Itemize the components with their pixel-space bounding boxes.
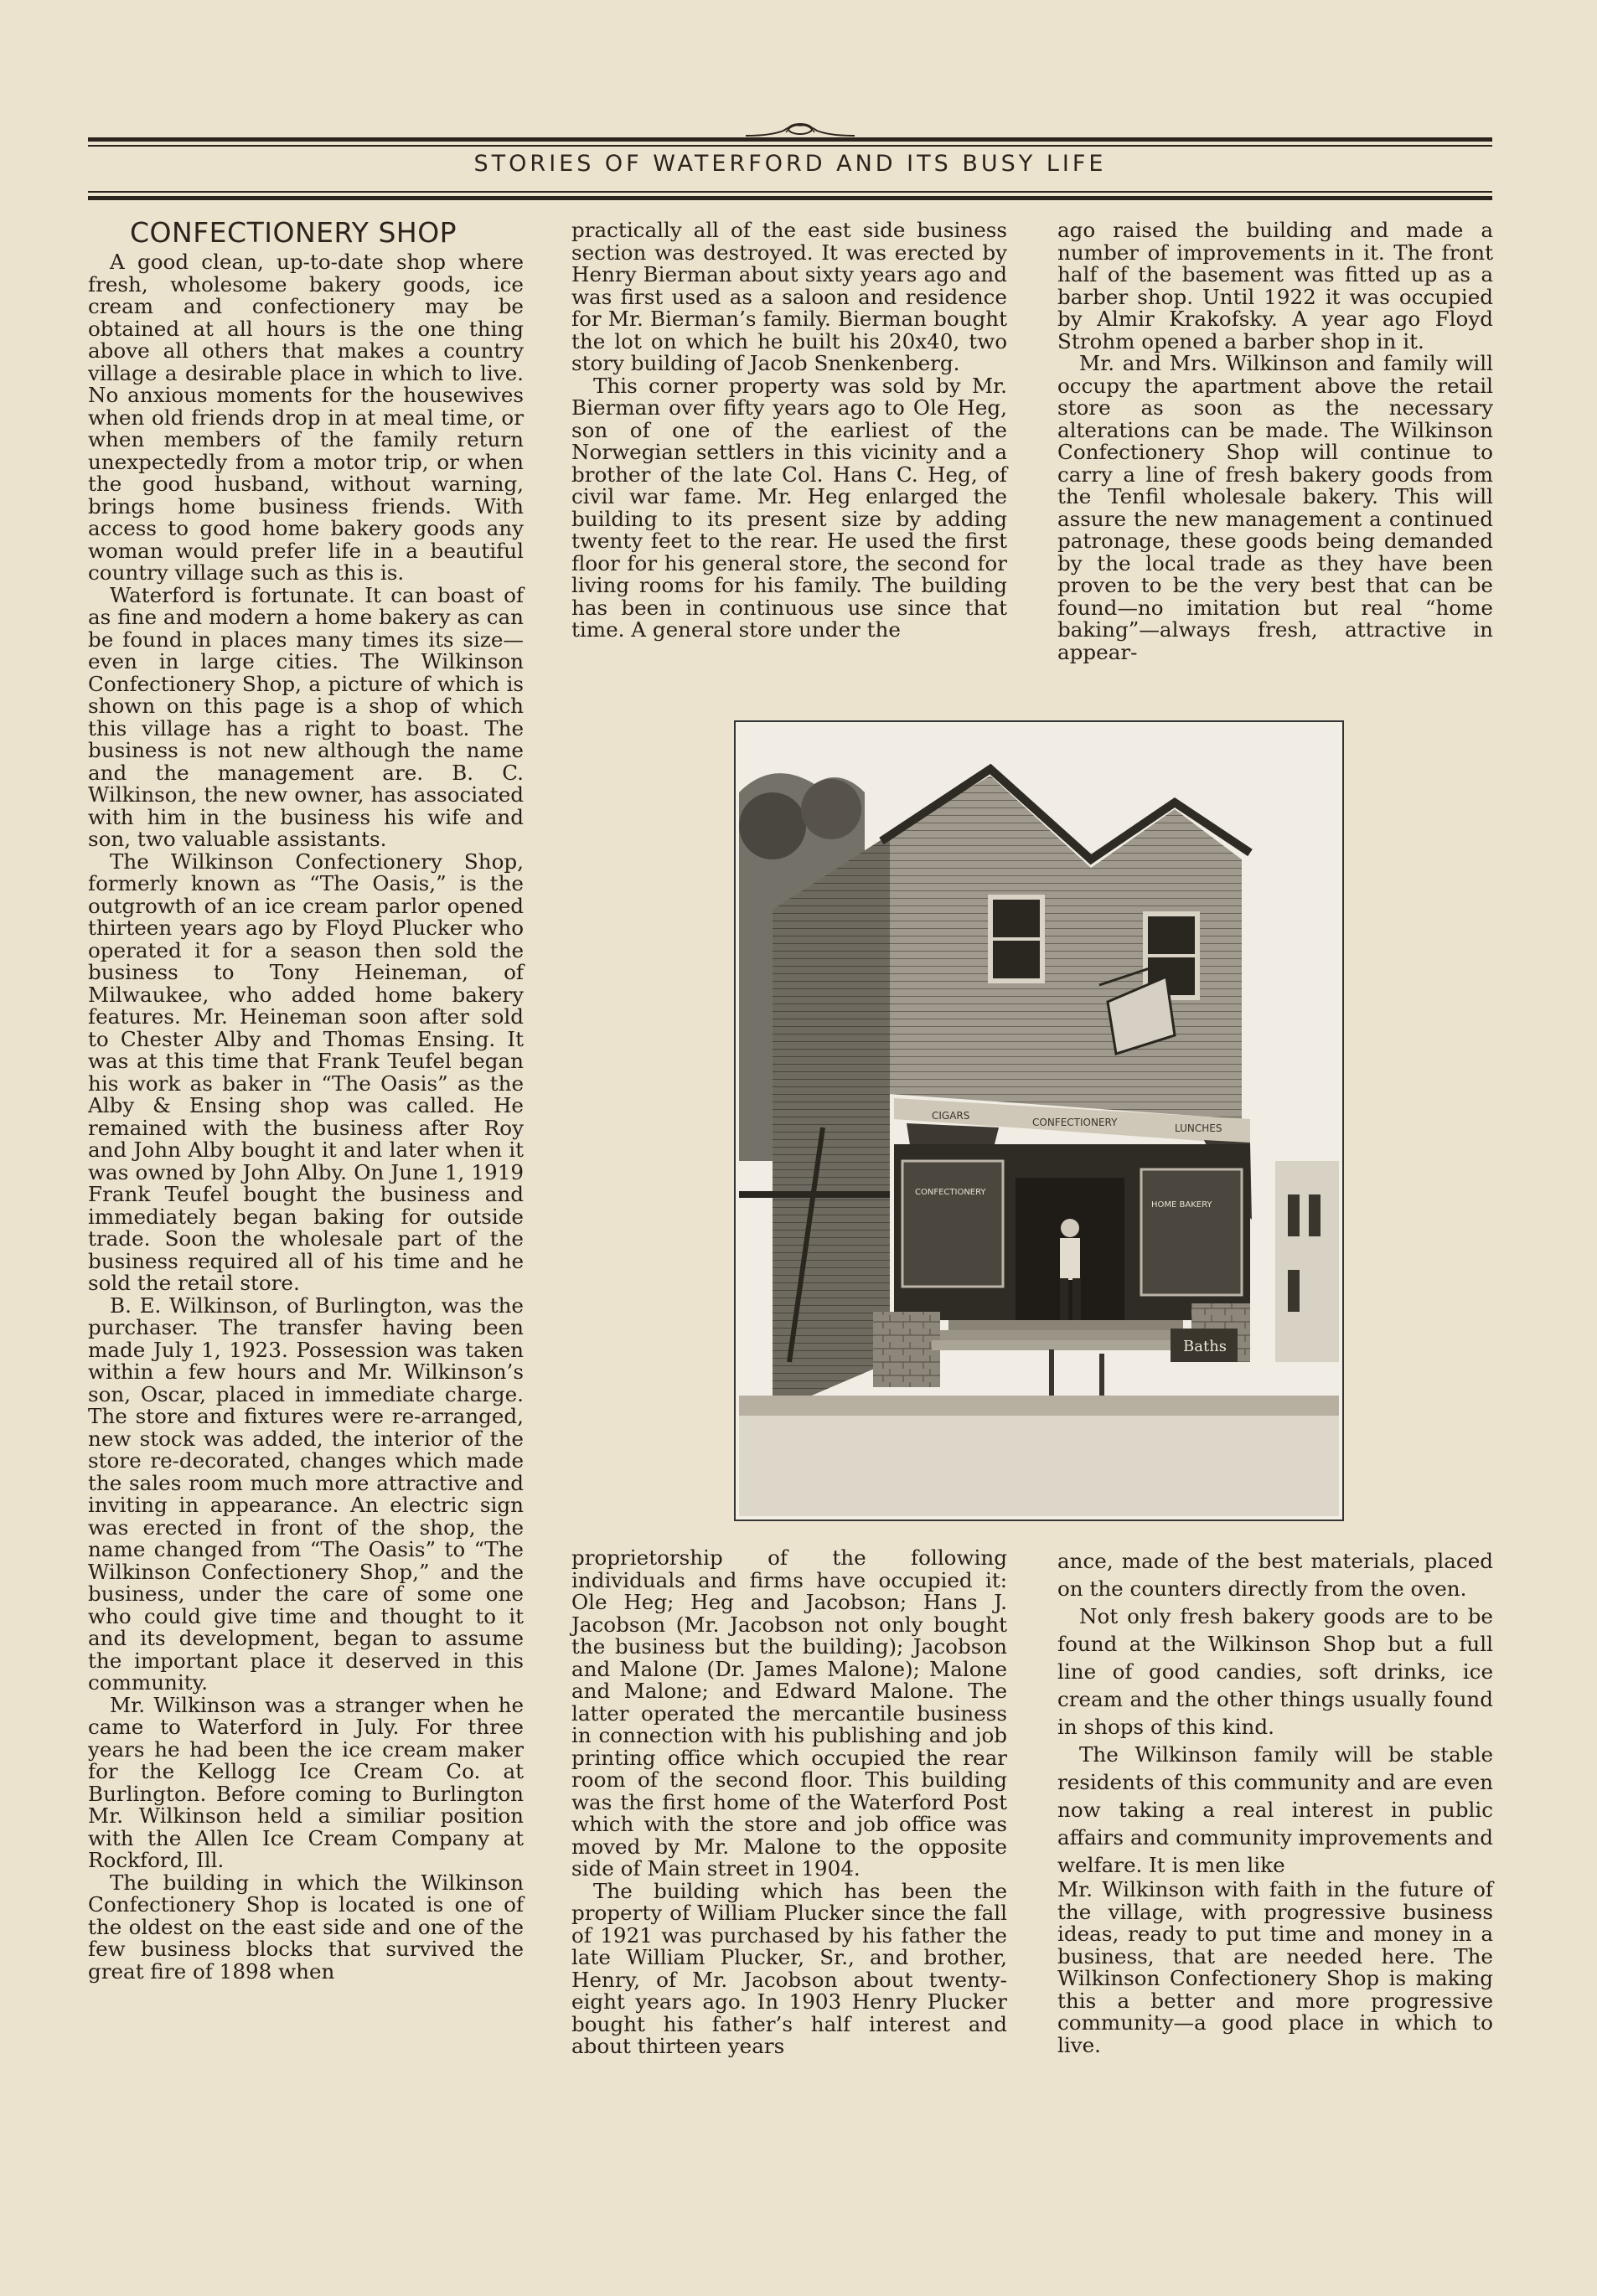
window-text-right: HOME BAKERY — [1151, 1200, 1212, 1210]
paragraph: A good clean, up-to-date shop where fresh, wholesome bakery goods, ice cream and confectionery may be obtained at all hours is the one thing above all others that makes a country village a desirable place in which to live. No anxious moments for the housewives when old friends drop in at meal time, or when members of the family return unexpectedly from a motor trip, or when the good husband, without warning, brings home business friends. With access to good home bakery goods any woman would prefer life in a beautiful country village such as this is. — [88, 250, 524, 585]
column-3-top — [1057, 219, 1493, 663]
running-head: STORIES OF WATERFORD AND ITS BUSY LIFE — [473, 151, 1107, 177]
column-3-bottom — [1057, 1547, 1493, 2056]
paragraph: The Wilkinson Confectionery Shop, formerly known as “The Oasis,” is the outgrowth of an ice cream parlor opened thirteen years ago by Floyd Plucker who operated it for a season then sold the business to Tony Heineman, of Milwaukee, who added home bakery features. Mr. Heineman soon after sold to Chester Alby and Thomas Ensing. It was at this time that Frank Teufel began his work as baker in “The Oasis” as the Alby & Ensing shop was called. He remained with the business after Roy and John Alby bought it and later when it was owned by John Alby. On June 1, 1919 Frank Teufel bought the business and immediately began baking for outside trade. Soon the wholesale part of the business required all of his time and he sold the retail store. — [88, 849, 524, 1295]
paragraph: ago raised the building and made a number of improvements in it. The front half of the basement was fitted up as a barber shop. Until 1922 it was occupied by Almir Krakofsky. A year ago Floyd Strohm opened a barber shop in it. — [1057, 218, 1493, 353]
column-2-top — [571, 219, 1007, 642]
paragraph: Mr. Wilkinson with faith in the future of the village, with progressive business ideas, ready to put time and money in a business, that are needed here. The Wilkinson Confectionery Shop is making this a better and more progressive community—a good place in which to live. — [1057, 1877, 1493, 2057]
column-2-bottom — [571, 1547, 1007, 2058]
paragraph: This corner property was sold by Mr. Bierman over fifty years ago to Ole Heg, son of one of the earliest of the Norwegian settlers in this vicinity and a brother of the late Col. Hans C. Heg, of civil war fame. Mr. Heg enlarged the building to its present size by adding twenty feet to the rear. He used the first floor for his general store, the second for living rooms for his family. The building has been in continuous use since that time. A general store under the — [571, 373, 1007, 642]
subheader-rule-thin — [88, 191, 1492, 193]
paragraph: Mr. and Mrs. Wilkinson and family will occupy the apartment above the retail store as soon as the necessary alterations can be made. The Wilkinson Confectionery Shop will continue to carry a line of fresh bakery goods from the Tenfil wholesale bakery. This will assure the new management a continued patronage, these goods being demanded by the local trade as they have been proven to be the very best that can be found—no imitation but real “home baking”—always fresh, attractive in appear- — [1057, 351, 1493, 664]
loose-set-block — [1057, 1547, 1493, 1879]
header-ornament — [737, 111, 863, 141]
shop-photograph — [734, 720, 1344, 1521]
paragraph: practically all of the east side business section was destroyed. It was erected by Henry Bierman about sixty years ago and was first used as a saloon and residence for Mr. Bierman’s family. Bierman bought the lot on which he built his 20x40, two story building of Jacob Snenkenberg. — [571, 218, 1007, 375]
subheader-rule-thick — [88, 196, 1492, 200]
awning-text-cigars: CIGARS — [932, 1110, 970, 1122]
shop-building-image — [739, 725, 1339, 1516]
paragraph: ance, made of the best materials, placed on the counters directly from the oven. — [1057, 1549, 1493, 1601]
article-heading: CONFECTIONERY SHOP — [130, 216, 457, 249]
header-rule-thick — [88, 137, 1492, 142]
paragraph: The building which has been the property of William Plucker since the fall of 1921 was purchased by his father the late William Plucker, Sr., and brother, Henry, of Mr. Jacobson about twenty-eight years ago. In 1903 Henry Plucker bought his father’s half interest and about thirteen years — [571, 1878, 1007, 2058]
paragraph: The building in which the Wilkinson Confectionery Shop is located is one of the oldest on the east side and one of the few business blocks that survived the great fire of 1898 when — [88, 1870, 524, 1984]
awning-text-confectionery: CONFECTIONERY — [1032, 1117, 1118, 1128]
paragraph: Mr. Wilkinson was a stranger when he came to Waterford in July. For three years he had been the ice cream maker for the Kellogg Ice Cream Co. at Burlington. Before coming to Burlington Mr. Wilkinson held a similiar position with the Allen Ice Cream Company at Rockford, Ill. — [88, 1692, 524, 1872]
paragraph: proprietorship of the following individuals and firms have occupied it: Ole Heg; Heg and Jacobson; Hans J. Jacobson (Mr. Jacobson not only bought the business but the building); Jacobson and Malone (Dr. James Malone); Malone and Malone; and Edward Malone. The latter operated the mercantile business in connection with his publishing and job printing office which occupied the rear room of the second floor. This building was the first home of the Waterford Post which with the store and job office was moved by Mr. Malone to the opposite side of Main street in 1904. — [571, 1545, 1007, 1881]
paragraph: The Wilkinson family will be stable residents of this community and are even now taking a real interest in public affairs and community improvements and welfare. It is men like — [1057, 1742, 1493, 1877]
awning-text-lunches: LUNCHES — [1175, 1122, 1222, 1134]
header-rule-thin — [88, 145, 1492, 147]
window-text-left: CONFECTIONERY — [915, 1188, 986, 1197]
baths-sign-text: Baths — [1183, 1338, 1227, 1355]
column-1 — [88, 251, 524, 1983]
paragraph: Waterford is fortunate. It can boast of as fine and modern a home bakery as can be found in places many times its size—even in large cities. The Wilkinson Confectionery Shop, a picture of which is shown on this page is a shop of which this village has a right to boast. The business is not new although the name and the management are. B. C. Wilkinson, the new owner, has associated with him in the business his wife and son, two valuable assistants. — [88, 582, 524, 851]
paragraph: Not only fresh bakery goods are to be found at the Wilkinson Shop but a full line of good candies, soft drinks, ice cream and the other things usually found in shops of this kind. — [1057, 1604, 1493, 1739]
paragraph: B. E. Wilkinson, of Burlington, was the purchaser. The transfer having been made July 1, 1923. Possession was taken within a few hours and Mr. Wilkinson’s son, Oscar, placed in immediate charge. The store and fixtures were re-arranged, new stock was added, the interior of the store re-decorated, changes which made the sales room much more attractive and inviting in appearance. An electric sign was erected in front of the shop, the name changed from “The Oasis” to “The Wilkinson Confectionery Shop,” and the business, under the care of some one who could give time and thought to it and its development, began to assume the important place it deserved in this community. — [88, 1292, 524, 1695]
